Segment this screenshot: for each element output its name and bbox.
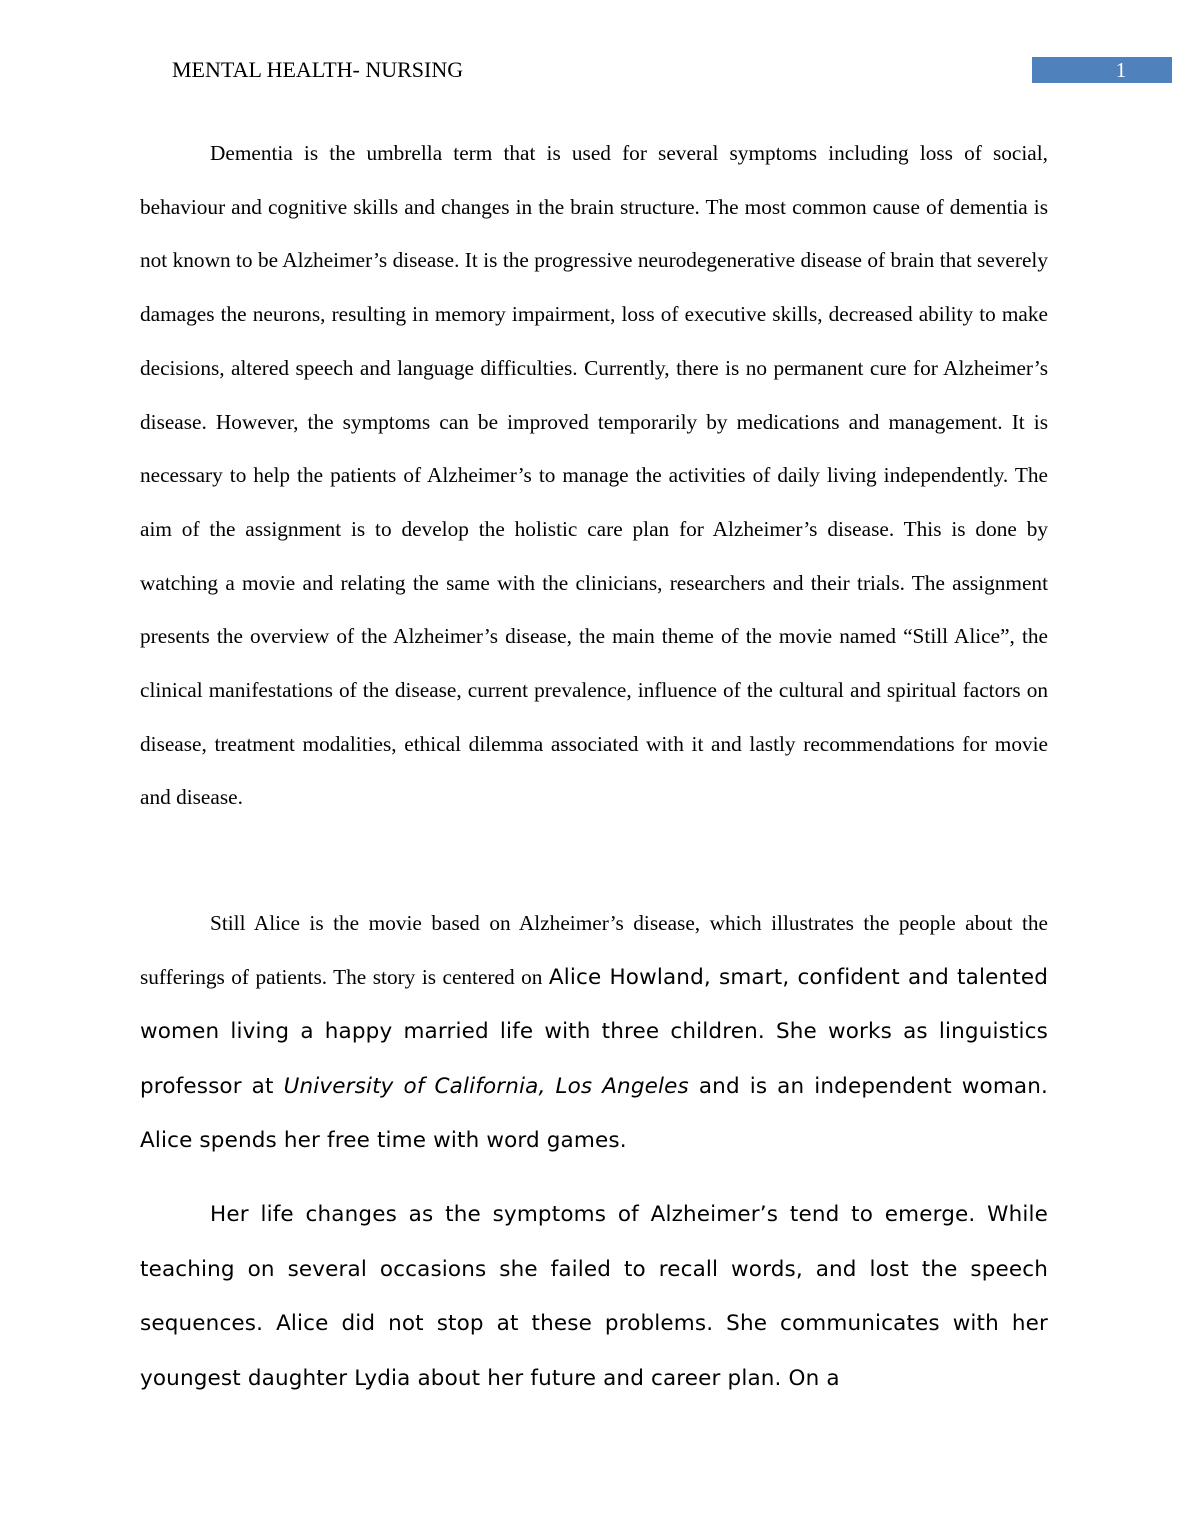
paragraph-still-alice-sans-text-end: and is an independent woman. Alice spends her free time with word games. <box>140 1073 1049 1154</box>
running-head: MENTAL HEALTH- NURSING <box>172 57 464 82</box>
page-number: 1 <box>1115 58 1127 82</box>
paragraph-symptoms: Her life changes as the symptoms of Alzheimer’s tend to emerge. While teaching on several occasions she failed to recall words, and lost the speech sequences. Alice did not stop at these problems. She communicates with her youngest daughter Lydia about her future and career plan. On a <box>140 1202 1048 1391</box>
paragraph-still-alice-serif-text: Still Alice is the movie based on Alzheimer’s disease, which illustrates the people about the sufferings of patients. The story is centered on <box>140 911 1048 989</box>
paragraph-still-alice <box>140 897 1048 1169</box>
paragraph-intro: Dementia is the umbrella term that is used for several symptoms including loss of social, behaviour and cognitive skills and changes in the brain structure. The most common cause of dementia is not known to be Alzheimer’s disease. It is the progressive neurodegenerative disease of brain that severely damages the neurons, resulting in memory impairment, loss of executive skills, decreased ability to make decisions, altered speech and language difficulties. Currently, there is no permanent cure for Alzheimer’s disease. However, the symptoms can be improved temporarily by medications and management. It is necessary to help the patients of Alzheimer’s to manage the activities of daily living independently. The aim of the assignment is to develop the holistic care plan for Alzheimer’s disease. This is done by watching a movie and relating the same with the clinicians, researchers and their trials. The assignment presents the overview of the Alzheimer’s disease, the main theme of the movie named “Still Alice”, the clinical manifestations of the disease, current prevalence, influence of the cultural and spiritual factors on disease, treatment modalities, ethical dilemma associated with it and lastly recommendations for movie and disease. <box>140 141 1048 810</box>
university-name: University of California, Los Angeles <box>283 1073 689 1099</box>
paragraph-still-alice-sans-text: Alice Howland, smart, confident and talented women living a happy married life with three children. She works as linguistics professor at <box>140 964 1048 1099</box>
page-number-box <box>1032 57 1172 83</box>
